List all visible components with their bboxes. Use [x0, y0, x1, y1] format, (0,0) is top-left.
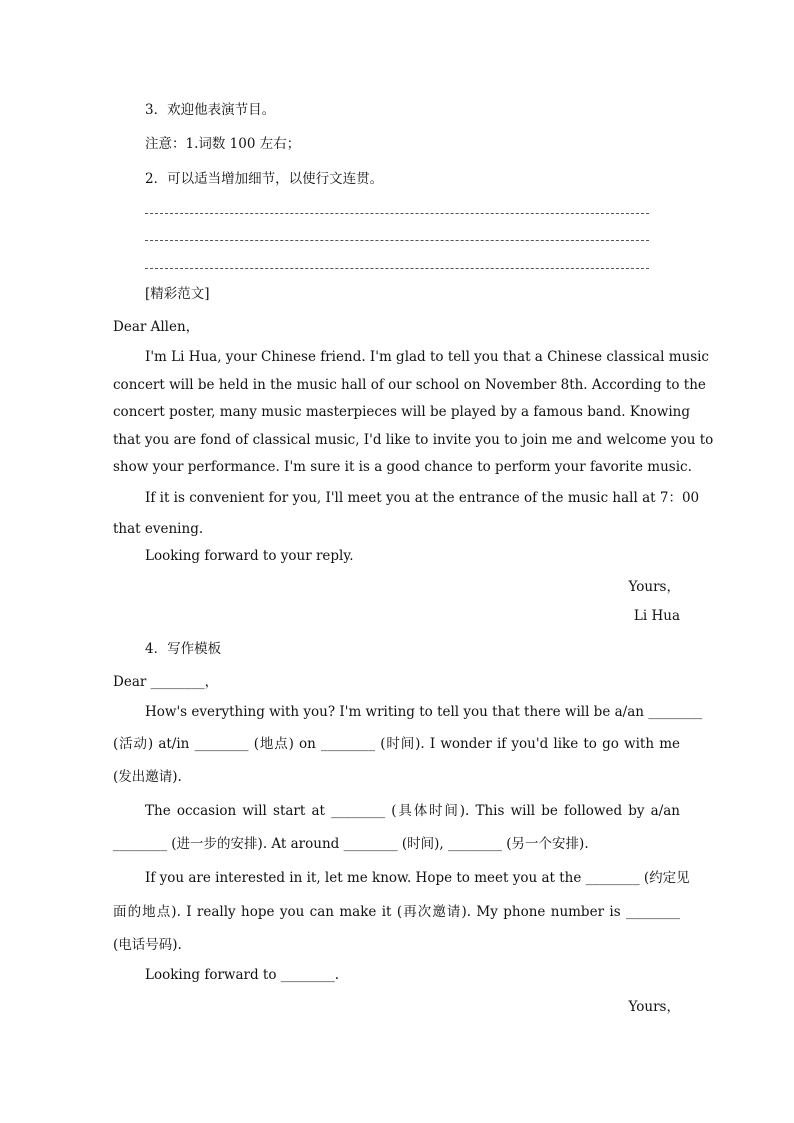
model-essay-p1-line: concert will be held in the music hall of our school on November 8th. According to the — [113, 377, 706, 393]
model-essay-p3: Looking forward to your reply. — [145, 548, 354, 564]
template-p3-line: If you are interested in it, let me know. Hope to meet you at the ________ (约定见 — [145, 870, 690, 886]
answer-line-2 — [145, 240, 649, 241]
template-p1-line: (活动) at/in ________ (地点) on ________ (时间). I wonder if you'd like to go with me — [113, 736, 680, 752]
instruction-item-3: 3．欢迎他表演节目。 — [145, 102, 276, 118]
template-p3-line: 面的地点). I really hope you can make it (再次邀请). My phone number is ________ — [113, 904, 680, 920]
model-essay-p1-line: concert poster, many music masterpieces will be played by a famous band. Knowing — [113, 404, 690, 420]
instruction-note-details: 2．可以适当增加细节，以使行文连贯。 — [145, 171, 384, 187]
model-essay-p2-line: that evening. — [113, 521, 204, 537]
model-essay-p1-line: I'm Li Hua, your Chinese friend. I'm glad to tell you that a Chinese classical music — [145, 349, 709, 365]
model-essay-closing: Yours， — [628, 579, 680, 595]
answer-line-1 — [145, 213, 649, 214]
template-p1-line: How's everything with you? I'm writing to tell you that there will be a/an ________ — [145, 704, 703, 720]
template-p2-line: ________ (进一步的安排). At around ________ (时间), ________ (另一个安排). — [113, 836, 589, 852]
answer-line-3 — [145, 268, 649, 269]
template-p3-line: (电话号码). — [113, 937, 182, 953]
template-p4: Looking forward to ________. — [145, 967, 340, 983]
model-essay-p2-line: If it is convenient for you, I'll meet you at the entrance of the music hall at 7：00 — [145, 490, 700, 506]
model-essay-heading: [精彩范文] — [145, 286, 210, 302]
template-closing: Yours， — [628, 999, 680, 1015]
model-essay-signature: Li Hua — [633, 608, 680, 624]
model-essay-p1-line: show your performance. I'm sure it is a good chance to perform your favorite music. — [113, 459, 692, 475]
model-essay-p1-line: that you are fond of classical music, I'd like to invite you to join me and welcome you to — [113, 432, 714, 448]
model-essay-salutation: Dear Allen， — [113, 319, 200, 335]
template-p2-line: The occasion will start at ________ (具体时间). This will be followed by a/an — [145, 803, 680, 819]
template-heading: 4．写作模板 — [145, 641, 222, 657]
template-salutation: Dear ________， — [113, 674, 219, 690]
template-p1-line: (发出邀请). — [113, 769, 182, 785]
instruction-note-word-count: 注意：1.词数 100 左右； — [145, 136, 301, 152]
